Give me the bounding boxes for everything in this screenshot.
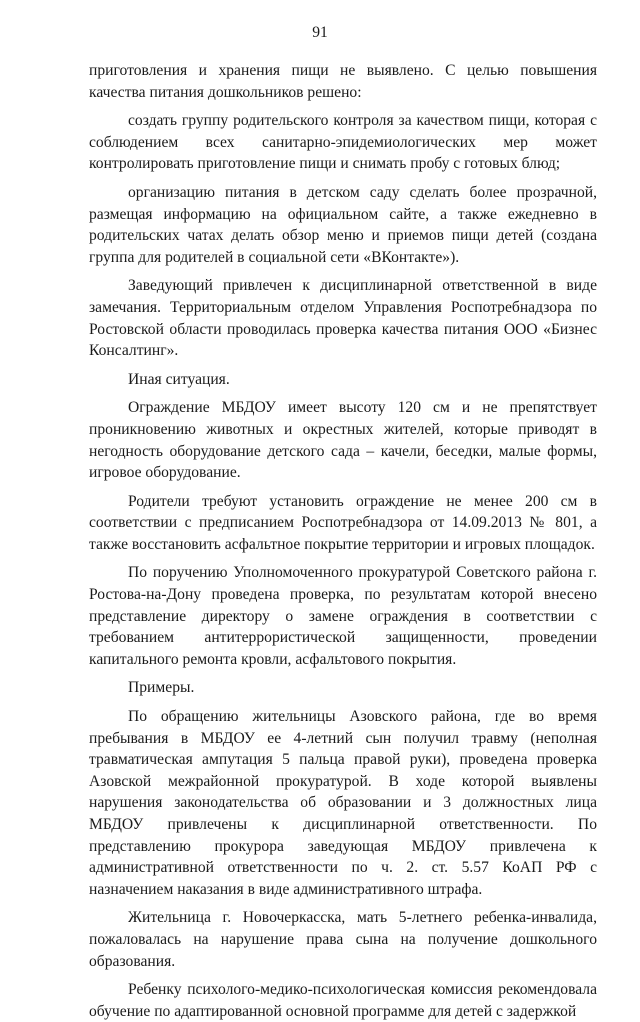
paragraph: Заведующий привлечен к дисциплинарной ответственной в виде замечания. Территориальным отделом Управления Роспотребнадзора по Ростовской области проводилась проверка качества питания ООО «Бизнес Консалтинг». — [89, 277, 597, 360]
paragraph: По обращению жительницы Азовского района, где во время пребывания в МБДОУ ее 4-летний сын получил травму (неполная травматическая ампутация 5 пальца правой руки), проведена проверка Азовской межрайонной прокуратурой. В ходе которой выявлены нарушения законодательства об образовании и 3 должностных лица МБДОУ привлечены к дисциплинарной ответственности. По представлению прокурора заведующая МБДОУ привлечена к административной ответственности по ч. 2. ст. 5.57 КоАП РФ с назначением наказания в виде административного штрафа. — [89, 708, 597, 898]
paragraph: Ребенку психолого-медико-психологическая комиссия рекомендовала обучение по адаптированной основной программе для детей с задержкой — [89, 981, 597, 1020]
paragraph: организацию питания в детском саду сделать более прозрачной, размещая информацию на официальном сайте, а также ежедневно в родительских чатах делать обзор меню и приемов пищи детей (создана группа для родителей в социальной сети «ВКонтакте»). — [89, 183, 597, 266]
paragraph: Иная ситуация. — [128, 370, 230, 388]
page-number: 91 — [312, 24, 328, 41]
paragraph: Примеры. — [128, 679, 195, 697]
document-body — [89, 60, 597, 1022]
paragraph: Ограждение МБДОУ имеет высоту 120 см и не препятствует проникновению животных и окрестных жителей, которые приводят в негодность оборудование детского сада – качели, беседки, малые формы, игровое оборудование. — [89, 399, 597, 482]
paragraph: По поручению Уполномоченного прокуратурой Советского района г. Ростова-на-Дону проведена проверка, по результатам которой внесено представление директору о замене ограждения в соответствии с требованием антитеррористической защищенности, проведении капитального ремонта кровли, асфальтового покрытия. — [89, 564, 597, 668]
paragraph: создать группу родительского контроля за качеством пищи, которая с соблюдением всех санитарно-эпидемиологических мер может контролировать приготовление пищи и снимать пробу с готовых блюд; — [89, 112, 597, 173]
paragraph: Родители требуют установить ограждение не менее 200 см в соответствии с предписанием Роспотребнадзора от 14.09.2013 № 801, а также восстановить асфальтное покрытие территории и игровых площадок. — [89, 492, 597, 553]
paragraph: Жительница г. Новочеркасска, мать 5-летнего ребенка-инвалида, пожаловалась на нарушение права сына на получение дошкольного образования. — [89, 909, 597, 970]
paragraph: приготовления и хранения пищи не выявлено. С целью повышения качества питания дошкольников решено: — [89, 62, 597, 101]
